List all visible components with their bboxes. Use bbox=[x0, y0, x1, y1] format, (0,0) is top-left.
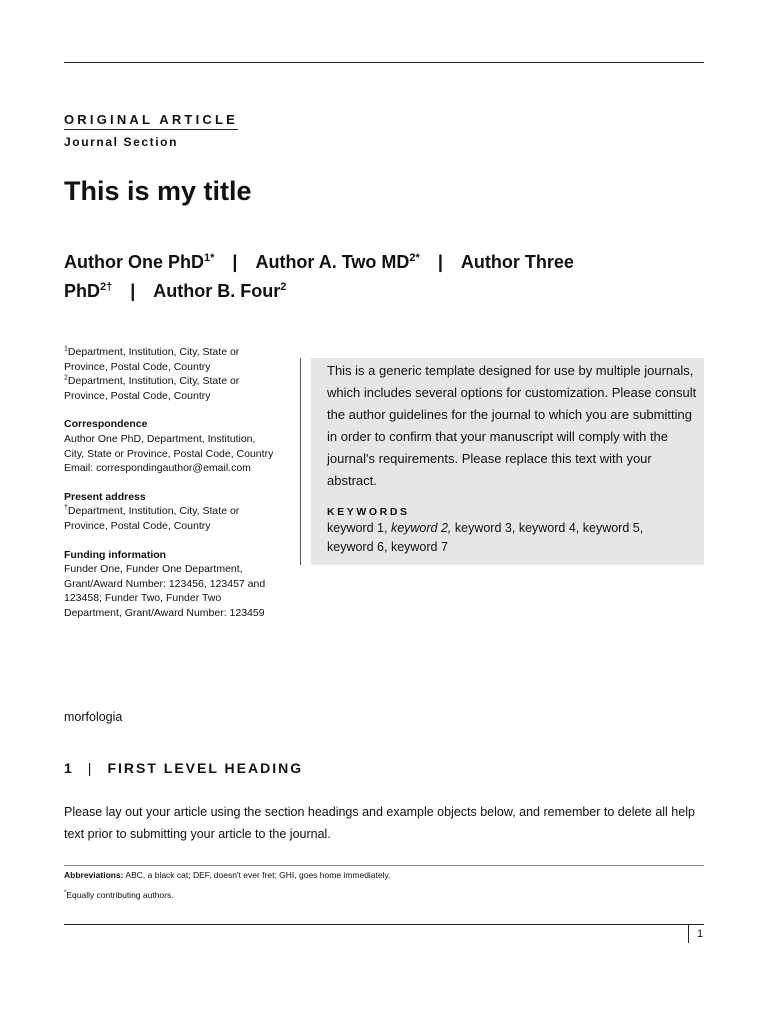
affiliation-2 bbox=[64, 374, 276, 403]
keywords-heading: KEYWORDS bbox=[327, 506, 410, 518]
author-separator: | bbox=[232, 252, 238, 272]
author-name: Author One PhD bbox=[64, 252, 204, 272]
funding-text: Funder One, Funder One Department, Grant/Award Number: 123456, 123457 and 123458; Funder Two, Funder Two Department, Grant/Award Number: 123459 bbox=[64, 563, 266, 619]
keyword: keyword 1, bbox=[327, 521, 388, 535]
correspondence-text: Author One PhD, Department, Institution, City, State or Province, Postal Code, Country bbox=[64, 432, 274, 460]
affiliation-mark: 2 bbox=[64, 374, 68, 382]
affiliation-1 bbox=[64, 345, 276, 374]
correspondence-heading: Correspondence bbox=[64, 418, 148, 431]
keyword: keyword 2, bbox=[390, 521, 452, 535]
section-separator: | bbox=[87, 760, 94, 776]
present-address-block bbox=[64, 490, 276, 534]
abbreviations-note bbox=[64, 870, 391, 880]
section-number: 1 bbox=[64, 760, 74, 776]
author-name: Author Three PhD bbox=[64, 252, 574, 301]
morfologia-text: morfologia bbox=[64, 710, 123, 724]
footnote-text: Equally contributing authors. bbox=[66, 890, 174, 900]
page-number: 1 bbox=[697, 928, 704, 940]
paper-title: This is my title bbox=[64, 176, 252, 206]
correspondence-email: Email: correspondingauthor@email.com bbox=[64, 462, 251, 475]
abstract-text: This is a generic template designed for use by multiple journals, which includes several options for customization. Please consult the author guidelines for the journal to which you are submitting in order to confirm that your manuscript will comply with the journal's requirements. Please replace this text with your abstract. bbox=[327, 363, 697, 488]
author-affil-mark: 2* bbox=[409, 252, 420, 264]
affiliation-mark: 1 bbox=[64, 345, 68, 353]
section-body: Please lay out your article using the section headings and example objects below, and remember to delete all help text prior to submitting your article to the journal. bbox=[64, 805, 695, 841]
author-separator: | bbox=[130, 281, 136, 301]
footnote-mark: * bbox=[64, 890, 67, 897]
author-affil-mark: 2 bbox=[280, 281, 287, 293]
author-name: Author A. Two MD bbox=[255, 252, 410, 272]
funding-heading: Funding information bbox=[64, 548, 167, 561]
article-type: ORIGINAL ARTICLE bbox=[64, 112, 238, 130]
abstract-divider bbox=[300, 358, 301, 565]
section-heading bbox=[64, 760, 303, 776]
journal-section: Journal Section bbox=[64, 135, 179, 149]
keyword: keyword 6, bbox=[327, 540, 388, 554]
keyword: keyword 7 bbox=[390, 540, 448, 554]
present-address-text: Department, Institution, City, State or Province, Postal Code, Country bbox=[64, 505, 240, 532]
affiliation-text: Department, Institution, City, State or Province, Postal Code, Country bbox=[64, 375, 240, 402]
section-title: FIRST LEVEL HEADING bbox=[107, 760, 304, 776]
keyword: keyword 4, bbox=[518, 521, 580, 535]
abstract-box bbox=[311, 358, 704, 565]
author-affil-mark: 1* bbox=[204, 252, 215, 264]
keyword: keyword 5, bbox=[582, 521, 644, 535]
page-number-tick bbox=[688, 924, 689, 943]
abbreviations-text: ABC, a black cat; DEF, doesn't ever fret; GHI, goes home immediately. bbox=[125, 870, 391, 880]
equal-contribution-note bbox=[64, 890, 174, 900]
author-separator: | bbox=[437, 252, 443, 272]
top-rule bbox=[64, 62, 704, 63]
correspondence-block bbox=[64, 417, 276, 475]
affiliation-text: Department, Institution, City, State or Province, Postal Code, Country bbox=[64, 346, 240, 373]
bottom-rule bbox=[64, 924, 704, 925]
author-affil-mark: 2† bbox=[100, 281, 113, 293]
author-name: Author B. Four bbox=[153, 281, 281, 301]
footnote-rule bbox=[64, 865, 704, 866]
author-list bbox=[64, 248, 584, 306]
present-address-mark: † bbox=[64, 504, 68, 512]
funding-block bbox=[64, 548, 276, 621]
keyword: keyword 3, bbox=[454, 521, 516, 535]
present-address-heading: Present address bbox=[64, 490, 146, 503]
abbreviations-label: Abbreviations: bbox=[64, 870, 124, 880]
side-column bbox=[64, 345, 276, 635]
keywords-list bbox=[327, 519, 677, 557]
